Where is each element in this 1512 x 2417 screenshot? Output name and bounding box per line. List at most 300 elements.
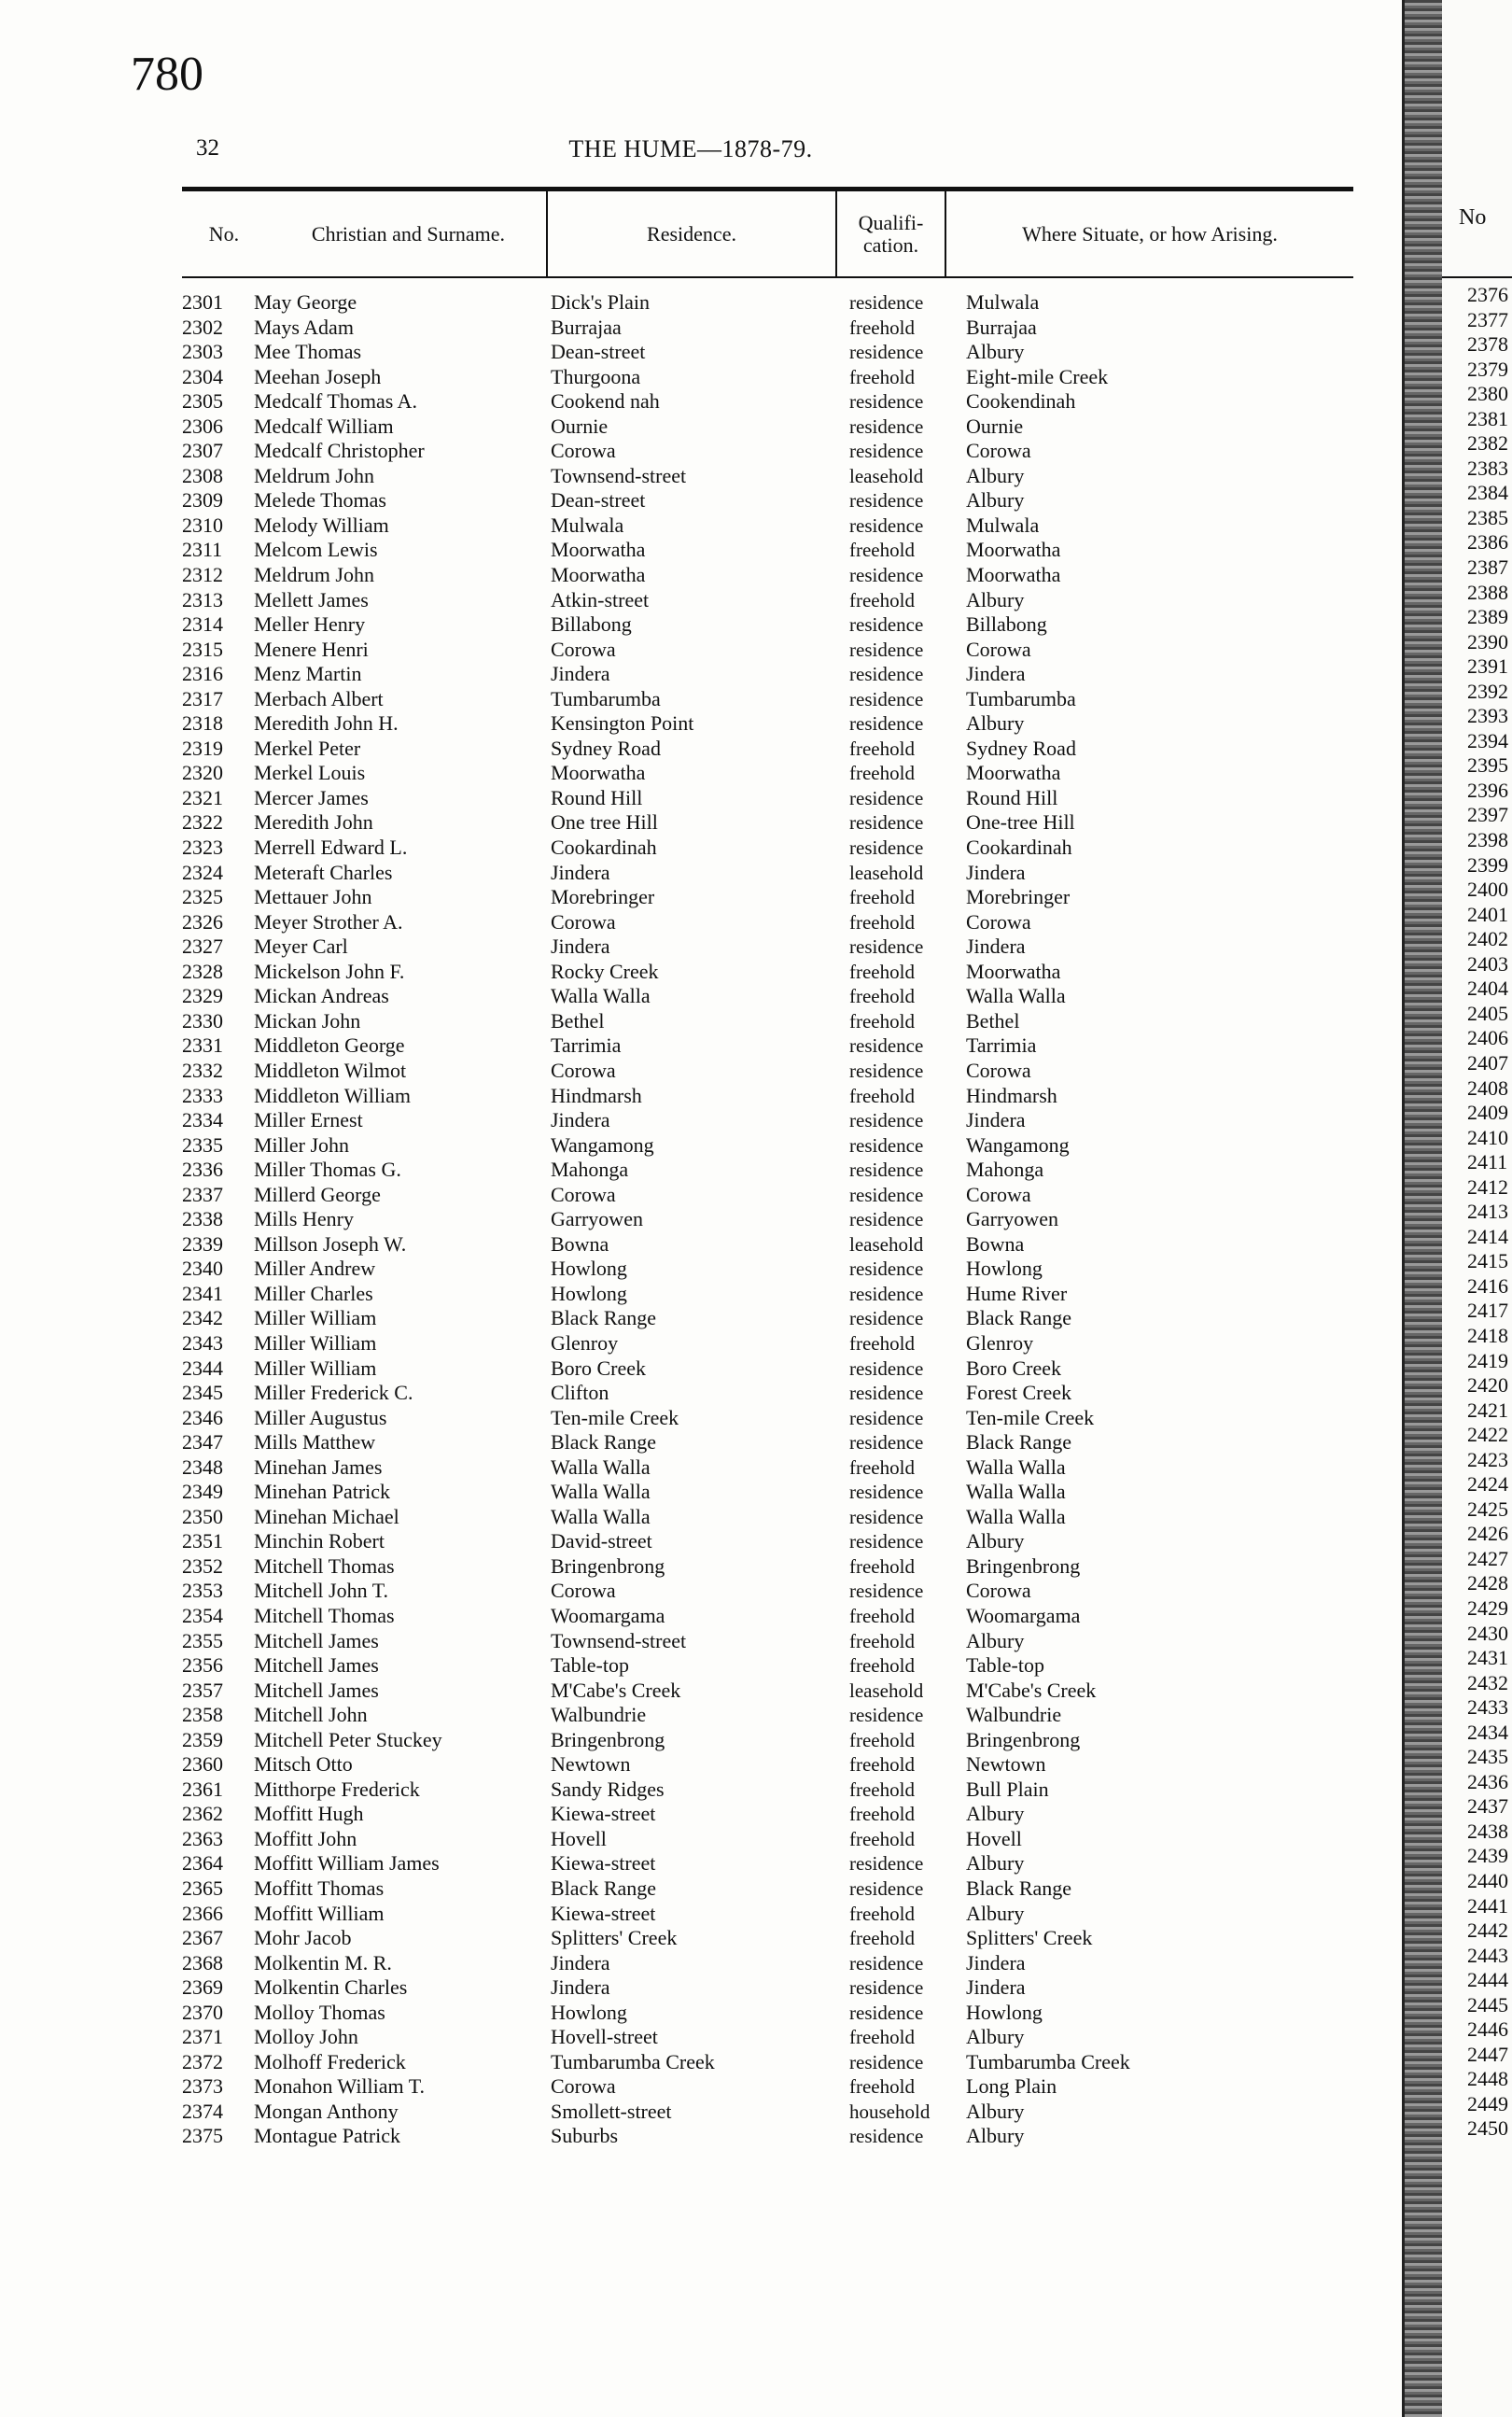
table-row bbox=[0, 1232, 1400, 1258]
residence: Black Range bbox=[551, 1306, 657, 1330]
facing-entry-number: 2414 bbox=[1467, 1224, 1508, 1248]
facing-entry-number: 2448 bbox=[1467, 2067, 1508, 2091]
entry-number: 2302 bbox=[182, 315, 223, 339]
where-situate: Black Range bbox=[966, 1306, 1072, 1330]
entry-number: 2301 bbox=[182, 290, 223, 314]
facing-entry-number: 2422 bbox=[1467, 1423, 1508, 1447]
qualification: residence bbox=[849, 291, 924, 314]
table-row bbox=[0, 365, 1400, 390]
residence: Jindera bbox=[551, 662, 610, 686]
facing-entry-number: 2409 bbox=[1467, 1101, 1508, 1125]
entry-number: 2340 bbox=[182, 1257, 223, 1281]
qualification: freehold bbox=[849, 1728, 915, 1751]
table-row bbox=[0, 1529, 1400, 1554]
residence: Townsend-street bbox=[551, 463, 687, 487]
where-situate: Jindera bbox=[966, 1975, 1026, 2000]
entry-number: 2333 bbox=[182, 1083, 223, 1107]
qualification: freehold bbox=[849, 539, 915, 562]
residence: Round Hill bbox=[551, 785, 643, 809]
elector-name: Moffitt Thomas bbox=[254, 1876, 385, 1900]
where-situate: Moorwatha bbox=[966, 761, 1061, 785]
where-situate: Walbundrie bbox=[966, 1703, 1062, 1727]
facing-entry-number: 2392 bbox=[1467, 679, 1508, 703]
residence: Walla Walla bbox=[551, 1504, 651, 1528]
elector-name: Miller Augustus bbox=[254, 1405, 387, 1429]
residence: Dean-street bbox=[551, 488, 646, 513]
where-situate: Forest Creek bbox=[966, 1381, 1072, 1405]
residence: Hovell-street bbox=[551, 2025, 658, 2049]
elector-name: Mickan John bbox=[254, 1008, 361, 1033]
entry-number: 2313 bbox=[182, 587, 223, 611]
where-situate: Eight-mile Creek bbox=[966, 364, 1109, 388]
table-row bbox=[0, 1257, 1400, 1282]
table-row bbox=[0, 1728, 1400, 1753]
facing-entry-number: 2378 bbox=[1467, 332, 1508, 357]
elector-name: Medcalf Christopher bbox=[254, 439, 425, 463]
entry-number: 2341 bbox=[182, 1281, 223, 1305]
where-situate: Mulwala bbox=[966, 513, 1040, 537]
entry-number: 2314 bbox=[182, 612, 223, 637]
qualification: residence bbox=[849, 1406, 924, 1429]
table-row bbox=[0, 1752, 1400, 1778]
entry-number: 2303 bbox=[182, 340, 223, 364]
facing-entry-number: 2427 bbox=[1467, 1546, 1508, 1570]
qualification: residence bbox=[849, 564, 924, 587]
residence: Atkin-street bbox=[551, 587, 650, 611]
qualification: freehold bbox=[849, 1455, 915, 1479]
qualification: leasehold bbox=[849, 1232, 924, 1256]
residence: Dean-street bbox=[551, 340, 646, 364]
where-situate: Jindera bbox=[966, 662, 1026, 686]
residence: Bringenbrong bbox=[551, 1727, 665, 1751]
facing-entry-number: 2385 bbox=[1467, 505, 1508, 529]
qualification: leasehold bbox=[849, 861, 924, 884]
elector-name: Mellett James bbox=[254, 587, 369, 611]
facing-entry-number: 2383 bbox=[1467, 456, 1508, 480]
qualification: residence bbox=[849, 2050, 924, 2073]
entry-number: 2325 bbox=[182, 885, 223, 909]
entry-number: 2309 bbox=[182, 488, 223, 513]
qualification: residence bbox=[849, 1852, 924, 1876]
where-situate: Corowa bbox=[966, 1058, 1031, 1082]
elector-name: Mitchell Thomas bbox=[254, 1553, 395, 1578]
table-row bbox=[0, 761, 1400, 786]
table-row bbox=[0, 2124, 1400, 2149]
entry-number: 2364 bbox=[182, 1851, 223, 1876]
residence: Sandy Ridges bbox=[551, 1777, 665, 1801]
table-row bbox=[0, 662, 1400, 687]
table-row bbox=[0, 1926, 1400, 1951]
header-name: Christian and Surname. bbox=[311, 221, 506, 246]
table-row bbox=[0, 389, 1400, 415]
where-situate: Tarrimia bbox=[966, 1033, 1037, 1058]
elector-name: Meldrum John bbox=[254, 563, 374, 587]
facing-entry-number: 2440 bbox=[1467, 1869, 1508, 1892]
entry-number: 2354 bbox=[182, 1603, 223, 1627]
where-situate: Hume River bbox=[966, 1281, 1068, 1305]
table-row bbox=[0, 1108, 1400, 1133]
table-row bbox=[0, 638, 1400, 663]
table-row bbox=[0, 1133, 1400, 1159]
register-table-body bbox=[0, 290, 1400, 2149]
where-situate: M'Cabe's Creek bbox=[966, 1678, 1097, 1702]
entry-number: 2372 bbox=[182, 2049, 223, 2073]
facing-entry-number: 2406 bbox=[1467, 1026, 1508, 1050]
elector-name: Mickelson John F. bbox=[254, 959, 405, 983]
where-situate: Corowa bbox=[966, 637, 1031, 661]
where-situate: Howlong bbox=[966, 2000, 1043, 2024]
elector-name: Mitchell John bbox=[254, 1703, 368, 1727]
qualification: freehold bbox=[849, 1009, 915, 1033]
residence: Morebringer bbox=[551, 885, 655, 909]
entry-number: 2339 bbox=[182, 1231, 223, 1256]
table-row bbox=[0, 1554, 1400, 1580]
where-situate: Mahonga bbox=[966, 1158, 1044, 1182]
header-residence: Residence. bbox=[647, 221, 736, 246]
residence: Walbundrie bbox=[551, 1703, 647, 1727]
where-situate: Albury bbox=[966, 1529, 1025, 1553]
residence: Boro Creek bbox=[551, 1356, 647, 1380]
entry-number: 2366 bbox=[182, 1901, 223, 1925]
entry-number: 2374 bbox=[182, 2099, 223, 2123]
qualification: residence bbox=[849, 1976, 924, 2000]
table-row bbox=[0, 737, 1400, 762]
residence: Rocky Creek bbox=[551, 959, 659, 983]
where-situate: Tumbarumba bbox=[966, 686, 1076, 710]
entry-number: 2316 bbox=[182, 662, 223, 686]
where-situate: Albury bbox=[966, 463, 1025, 487]
qualification: residence bbox=[849, 513, 924, 537]
qualification: freehold bbox=[849, 737, 915, 760]
facing-entry-number: 2439 bbox=[1467, 1844, 1508, 1868]
where-situate: Walla Walla bbox=[966, 1454, 1066, 1479]
facing-entry-number: 2377 bbox=[1467, 307, 1508, 331]
entry-number: 2321 bbox=[182, 785, 223, 809]
where-situate: Hindmarsh bbox=[966, 1083, 1057, 1107]
entry-number: 2370 bbox=[182, 2000, 223, 2024]
table-row bbox=[0, 2001, 1400, 2026]
entry-number: 2375 bbox=[182, 2124, 223, 2148]
facing-entry-number: 2450 bbox=[1467, 2116, 1508, 2141]
facing-entry-number: 2445 bbox=[1467, 1992, 1508, 2017]
elector-name: Molkentin M. R. bbox=[254, 1950, 392, 1974]
table-row bbox=[0, 1679, 1400, 1704]
facing-entry-number: 2443 bbox=[1467, 1943, 1508, 1967]
where-situate: Jindera bbox=[966, 860, 1026, 884]
elector-name: Mills Henry bbox=[254, 1207, 354, 1231]
entry-number: 2308 bbox=[182, 463, 223, 487]
qualification: residence bbox=[849, 1704, 924, 1727]
entry-number: 2330 bbox=[182, 1008, 223, 1033]
facing-entry-number: 2403 bbox=[1467, 951, 1508, 976]
facing-entry-number: 2404 bbox=[1467, 977, 1508, 1001]
where-situate: Albury bbox=[966, 1802, 1025, 1826]
table-row bbox=[0, 2050, 1400, 2075]
residence: David-street bbox=[551, 1529, 652, 1553]
residence: Tumbarumba Creek bbox=[551, 2049, 715, 2073]
qualification: freehold bbox=[849, 1778, 915, 1801]
where-situate: Mulwala bbox=[966, 290, 1040, 314]
facing-entry-number: 2429 bbox=[1467, 1595, 1508, 1620]
where-situate: Albury bbox=[966, 2124, 1025, 2148]
where-situate: Bethel bbox=[966, 1008, 1020, 1033]
where-situate: Round Hill bbox=[966, 785, 1058, 809]
elector-name: Moffitt William James bbox=[254, 1851, 440, 1876]
qualification: freehold bbox=[849, 1654, 915, 1678]
qualification: residence bbox=[849, 613, 924, 637]
entry-number: 2312 bbox=[182, 563, 223, 587]
elector-name: Mitthorpe Frederick bbox=[254, 1777, 420, 1801]
qualification: residence bbox=[849, 1133, 924, 1157]
elector-name: Moffitt William bbox=[254, 1901, 385, 1925]
qualification: residence bbox=[849, 712, 924, 736]
where-situate: Bull Plain bbox=[966, 1777, 1049, 1801]
facing-entry-number: 2436 bbox=[1467, 1769, 1508, 1793]
residence: Walla Walla bbox=[551, 1480, 651, 1504]
table-row bbox=[0, 1356, 1400, 1382]
qualification: freehold bbox=[849, 960, 915, 983]
residence: Walla Walla bbox=[551, 1454, 651, 1479]
residence: Billabong bbox=[551, 612, 632, 637]
elector-name: Moffitt Hugh bbox=[254, 1802, 364, 1826]
qualification: freehold bbox=[849, 1084, 915, 1107]
elector-name: Middleton William bbox=[254, 1083, 411, 1107]
qualification: residence bbox=[849, 341, 924, 364]
residence: Bringenbrong bbox=[551, 1553, 665, 1578]
residence: Kiewa-street bbox=[551, 1802, 656, 1826]
qualification: freehold bbox=[849, 985, 915, 1008]
where-situate: Albury bbox=[966, 711, 1025, 736]
table-row bbox=[0, 1009, 1400, 1034]
qualification: freehold bbox=[849, 910, 915, 934]
table-row bbox=[0, 1084, 1400, 1109]
where-situate: Black Range bbox=[966, 1876, 1072, 1900]
entry-number: 2311 bbox=[182, 538, 223, 562]
entry-number: 2358 bbox=[182, 1703, 223, 1727]
facing-entry-number: 2394 bbox=[1467, 728, 1508, 752]
residence: Corowa bbox=[551, 1058, 616, 1082]
qualification: residence bbox=[849, 1431, 924, 1454]
elector-name: Mickan Andreas bbox=[254, 984, 389, 1008]
facing-entry-number: 2388 bbox=[1467, 580, 1508, 604]
entry-number: 2324 bbox=[182, 860, 223, 884]
qualification: residence bbox=[849, 1481, 924, 1504]
elector-name: Mills Matthew bbox=[254, 1430, 376, 1454]
elector-name: May George bbox=[254, 290, 357, 314]
table-row bbox=[0, 1505, 1400, 1530]
qualification: freehold bbox=[849, 588, 915, 611]
entry-number: 2345 bbox=[182, 1381, 223, 1405]
facing-entry-number: 2386 bbox=[1467, 530, 1508, 555]
elector-name: Molloy Thomas bbox=[254, 2000, 385, 2024]
entry-number: 2334 bbox=[182, 1108, 223, 1132]
elector-name: Middleton George bbox=[254, 1033, 405, 1058]
facing-page-header: No bbox=[1459, 205, 1487, 230]
where-situate: Bringenbrong bbox=[966, 1553, 1081, 1578]
where-situate: Bringenbrong bbox=[966, 1727, 1081, 1751]
elector-name: Melody William bbox=[254, 513, 389, 537]
residence: Howlong bbox=[551, 2000, 627, 2024]
qualification: freehold bbox=[849, 1331, 915, 1355]
folio-number: 780 bbox=[131, 48, 203, 101]
header-where: Where Situate, or how Arising. bbox=[1022, 221, 1278, 246]
table-row bbox=[0, 1653, 1400, 1679]
where-situate: Splitters' Creek bbox=[966, 1926, 1093, 1950]
qualification: residence bbox=[849, 489, 924, 513]
where-situate: Sydney Road bbox=[966, 736, 1076, 760]
where-situate: Jindera bbox=[966, 1108, 1026, 1132]
elector-name: Molhoff Frederick bbox=[254, 2049, 406, 2073]
entry-number: 2353 bbox=[182, 1579, 223, 1603]
elector-name: Mee Thomas bbox=[254, 340, 362, 364]
facing-entry-number: 2415 bbox=[1467, 1249, 1508, 1273]
entry-number: 2357 bbox=[182, 1678, 223, 1702]
where-situate: Ten-mile Creek bbox=[966, 1405, 1095, 1429]
elector-name: Molloy John bbox=[254, 2025, 358, 2049]
table-row bbox=[0, 1331, 1400, 1356]
facing-page bbox=[1442, 0, 1512, 2417]
facing-entry-number: 2382 bbox=[1467, 431, 1508, 456]
qualification: residence bbox=[849, 1382, 924, 1405]
qualification: leasehold bbox=[849, 464, 924, 487]
where-situate: Glenroy bbox=[966, 1330, 1034, 1355]
page-number: 32 bbox=[196, 135, 219, 161]
residence: Howlong bbox=[551, 1281, 627, 1305]
qualification: residence bbox=[849, 1034, 924, 1058]
where-situate: Cookendinah bbox=[966, 389, 1076, 414]
elector-name: Mongan Anthony bbox=[254, 2099, 399, 2123]
table-row bbox=[0, 1381, 1400, 1406]
facing-entry-number: 2430 bbox=[1467, 1621, 1508, 1645]
entry-number: 2323 bbox=[182, 836, 223, 860]
facing-entry-number: 2447 bbox=[1467, 2042, 1508, 2066]
table-row bbox=[0, 1827, 1400, 1852]
elector-name: Menz Martin bbox=[254, 662, 362, 686]
residence: Mulwala bbox=[551, 513, 624, 537]
table-row bbox=[0, 2074, 1400, 2100]
qualification: residence bbox=[849, 786, 924, 809]
where-situate: Corowa bbox=[966, 1579, 1031, 1603]
entry-number: 2305 bbox=[182, 389, 223, 414]
entry-number: 2343 bbox=[182, 1330, 223, 1355]
residence: Walla Walla bbox=[551, 984, 651, 1008]
table-row bbox=[0, 1306, 1400, 1331]
qualification: residence bbox=[849, 663, 924, 686]
facing-entry-number: 2431 bbox=[1467, 1646, 1508, 1670]
table-row bbox=[0, 1579, 1400, 1604]
where-situate: Hovell bbox=[966, 1826, 1022, 1850]
facing-page-numbers bbox=[1467, 283, 1508, 2142]
running-head: THE HUME—1878-79. bbox=[568, 135, 813, 162]
where-situate: Jindera bbox=[966, 1950, 1026, 1974]
facing-entry-number: 2449 bbox=[1467, 2091, 1508, 2115]
residence: Tumbarumba bbox=[551, 686, 661, 710]
table-row bbox=[0, 563, 1400, 588]
residence: Jindera bbox=[551, 1108, 610, 1132]
binding-gutter bbox=[1405, 0, 1442, 2417]
qualification: freehold bbox=[849, 1902, 915, 1925]
facing-entry-number: 2426 bbox=[1467, 1522, 1508, 1546]
qualification: freehold bbox=[849, 1554, 915, 1578]
entry-number: 2356 bbox=[182, 1653, 223, 1678]
table-row bbox=[0, 439, 1400, 464]
facing-entry-number: 2420 bbox=[1467, 1373, 1508, 1398]
where-situate: Ournie bbox=[966, 414, 1024, 438]
where-situate: Moorwatha bbox=[966, 563, 1061, 587]
elector-name: Miller Frederick C. bbox=[254, 1381, 413, 1405]
elector-name: Meehan Joseph bbox=[254, 364, 382, 388]
elector-name: Miller William bbox=[254, 1306, 377, 1330]
residence: Corowa bbox=[551, 909, 616, 934]
facing-entry-number: 2401 bbox=[1467, 902, 1508, 926]
where-situate: Table-top bbox=[966, 1653, 1044, 1678]
where-situate: Albury bbox=[966, 340, 1025, 364]
qualification: residence bbox=[849, 1307, 924, 1330]
elector-name: Mitchell James bbox=[254, 1653, 379, 1678]
where-situate: Black Range bbox=[966, 1430, 1072, 1454]
header-bottom-rule bbox=[182, 276, 1353, 278]
entry-number: 2350 bbox=[182, 1504, 223, 1528]
facing-entry-number: 2391 bbox=[1467, 654, 1508, 679]
qualification: residence bbox=[849, 2001, 924, 2024]
facing-entry-number: 2444 bbox=[1467, 1968, 1508, 1992]
elector-name: Meldrum John bbox=[254, 463, 374, 487]
table-row bbox=[0, 960, 1400, 985]
elector-name: Merrell Edward L. bbox=[254, 836, 408, 860]
where-situate: Woomargama bbox=[966, 1603, 1081, 1627]
table-row bbox=[0, 340, 1400, 365]
elector-name: Montague Patrick bbox=[254, 2124, 401, 2148]
table-row bbox=[0, 612, 1400, 638]
residence: Woomargama bbox=[551, 1603, 665, 1627]
qualification: household bbox=[849, 2100, 931, 2123]
residence: Bowna bbox=[551, 1231, 609, 1256]
entry-number: 2355 bbox=[182, 1628, 223, 1652]
qualification: residence bbox=[849, 1258, 924, 1281]
elector-name: Merbach Albert bbox=[254, 686, 384, 710]
table-row bbox=[0, 464, 1400, 489]
facing-entry-number: 2421 bbox=[1467, 1398, 1508, 1422]
table-row bbox=[0, 1975, 1400, 2001]
residence: M'Cabe's Creek bbox=[551, 1678, 681, 1702]
where-situate: Cookardinah bbox=[966, 836, 1072, 860]
where-situate: Bowna bbox=[966, 1231, 1025, 1256]
table-row bbox=[0, 1059, 1400, 1084]
where-situate: Albury bbox=[966, 1901, 1025, 1925]
where-situate: Long Plain bbox=[966, 2074, 1057, 2099]
facing-entry-number: 2402 bbox=[1467, 927, 1508, 951]
facing-entry-number: 2432 bbox=[1467, 1670, 1508, 1694]
qualification: residence bbox=[849, 1159, 924, 1182]
residence: Moorwatha bbox=[551, 538, 646, 562]
facing-entry-number: 2442 bbox=[1467, 1918, 1508, 1943]
table-row bbox=[0, 934, 1400, 960]
facing-entry-number: 2423 bbox=[1467, 1447, 1508, 1471]
residence: Glenroy bbox=[551, 1330, 619, 1355]
where-situate: Morebringer bbox=[966, 885, 1071, 909]
residence: Jindera bbox=[551, 934, 610, 959]
where-situate: Garryowen bbox=[966, 1207, 1058, 1231]
facing-entry-number: 2400 bbox=[1467, 878, 1508, 902]
table-row bbox=[0, 687, 1400, 712]
entry-number: 2318 bbox=[182, 711, 223, 736]
entry-number: 2310 bbox=[182, 513, 223, 537]
header-no: No. bbox=[208, 221, 240, 246]
entry-number: 2351 bbox=[182, 1529, 223, 1553]
elector-name: Medcalf Thomas A. bbox=[254, 389, 417, 414]
table-row bbox=[0, 1876, 1400, 1902]
entry-number: 2365 bbox=[182, 1876, 223, 1900]
